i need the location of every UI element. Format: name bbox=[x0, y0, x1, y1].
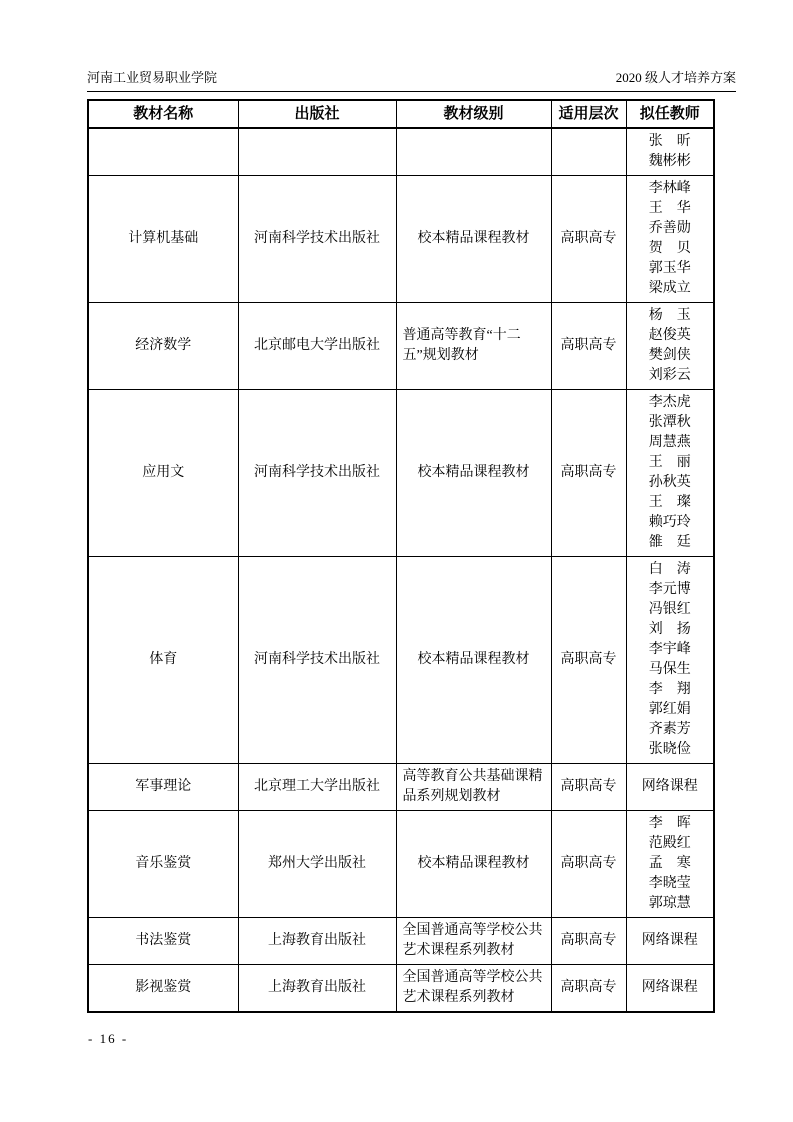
cell-level: 高等教育公共基础课精品系列规划教材 bbox=[396, 764, 551, 811]
teacher-name: 冯银红 bbox=[648, 602, 691, 617]
teacher-name: 郭红娟 bbox=[648, 702, 691, 717]
cell-level: 校本精品课程教材 bbox=[396, 557, 551, 764]
cell-publisher: 河南科学技术出版社 bbox=[238, 176, 396, 303]
teacher-name: 网络课程 bbox=[641, 779, 698, 794]
page-footer bbox=[88, 1031, 128, 1047]
teacher-name: 张 昕 bbox=[648, 134, 691, 149]
cell-tier: 高职高专 bbox=[551, 176, 626, 303]
cell-teachers bbox=[626, 390, 714, 557]
cell-level bbox=[396, 128, 551, 176]
cell-textbook-name: 计算机基础 bbox=[88, 176, 238, 303]
header-plan-title: 2020 级人才培养方案 bbox=[615, 70, 736, 85]
textbook-table bbox=[87, 99, 715, 1013]
column-header: 适用层次 bbox=[551, 100, 626, 128]
teacher-name: 郭玉华 bbox=[648, 261, 691, 276]
cell-level: 全国普通高等学校公共艺术课程系列教材 bbox=[396, 965, 551, 1013]
cell-textbook-name bbox=[88, 128, 238, 176]
teacher-name: 杨 玉 bbox=[648, 308, 691, 323]
cell-tier: 高职高专 bbox=[551, 965, 626, 1013]
cell-tier: 高职高专 bbox=[551, 303, 626, 390]
page-header bbox=[87, 70, 736, 92]
teacher-name: 范殿红 bbox=[648, 836, 691, 851]
teacher-name: 李晓莹 bbox=[648, 876, 691, 891]
teacher-name: 刘 扬 bbox=[648, 622, 691, 637]
table-row bbox=[88, 918, 714, 965]
table-row bbox=[88, 557, 714, 764]
cell-level: 校本精品课程教材 bbox=[396, 811, 551, 918]
cell-publisher: 河南科学技术出版社 bbox=[238, 557, 396, 764]
teacher-name: 梁成立 bbox=[648, 281, 691, 296]
cell-textbook-name: 军事理论 bbox=[88, 764, 238, 811]
cell-teachers bbox=[626, 176, 714, 303]
teacher-name: 乔善勋 bbox=[648, 221, 691, 236]
cell-publisher: 北京理工大学出版社 bbox=[238, 764, 396, 811]
cell-textbook-name: 应用文 bbox=[88, 390, 238, 557]
cell-publisher: 郑州大学出版社 bbox=[238, 811, 396, 918]
header-school-name: 河南工业贸易职业学院 bbox=[87, 70, 218, 85]
teacher-name: 白 涛 bbox=[648, 562, 691, 577]
table-row bbox=[88, 303, 714, 390]
teacher-name: 赖巧玲 bbox=[648, 515, 691, 530]
teacher-name: 李林峰 bbox=[648, 181, 691, 196]
cell-textbook-name: 经济数学 bbox=[88, 303, 238, 390]
cell-teachers bbox=[626, 764, 714, 811]
cell-publisher: 上海教育出版社 bbox=[238, 965, 396, 1013]
teacher-name: 张潭秋 bbox=[648, 415, 691, 430]
teacher-name: 李元博 bbox=[648, 582, 691, 597]
teacher-name: 赵俊英 bbox=[648, 328, 691, 343]
teacher-name: 魏彬彬 bbox=[648, 154, 691, 169]
teacher-name: 李杰虎 bbox=[648, 395, 691, 410]
cell-textbook-name: 书法鉴赏 bbox=[88, 918, 238, 965]
cell-publisher bbox=[238, 128, 396, 176]
table-row bbox=[88, 176, 714, 303]
teacher-name: 樊剑侠 bbox=[648, 348, 691, 363]
cell-level: 校本精品课程教材 bbox=[396, 390, 551, 557]
teacher-name: 刘彩云 bbox=[648, 368, 691, 383]
cell-tier: 高职高专 bbox=[551, 557, 626, 764]
cell-teachers bbox=[626, 965, 714, 1013]
cell-tier: 高职高专 bbox=[551, 764, 626, 811]
teacher-name: 王 璨 bbox=[648, 495, 691, 510]
cell-teachers bbox=[626, 811, 714, 918]
teacher-name: 孙秋英 bbox=[648, 475, 691, 490]
cell-tier: 高职高专 bbox=[551, 811, 626, 918]
cell-teachers bbox=[626, 557, 714, 764]
table-row bbox=[88, 390, 714, 557]
teacher-name: 李 翔 bbox=[648, 682, 691, 697]
cell-publisher: 河南科学技术出版社 bbox=[238, 390, 396, 557]
column-header: 出版社 bbox=[238, 100, 396, 128]
table-row bbox=[88, 764, 714, 811]
cell-level: 全国普通高等学校公共艺术课程系列教材 bbox=[396, 918, 551, 965]
cell-tier: 高职高专 bbox=[551, 390, 626, 557]
table-row bbox=[88, 965, 714, 1013]
column-header: 教材名称 bbox=[88, 100, 238, 128]
table-row bbox=[88, 128, 714, 176]
teacher-name: 李 晖 bbox=[648, 816, 691, 831]
page-number: - 16 - bbox=[88, 1031, 129, 1046]
table-row bbox=[88, 811, 714, 918]
cell-publisher: 北京邮电大学出版社 bbox=[238, 303, 396, 390]
teacher-name: 马保生 bbox=[648, 662, 691, 677]
teacher-name: 齐素芳 bbox=[648, 722, 691, 737]
teacher-name: 周慧燕 bbox=[648, 435, 691, 450]
teacher-name: 王 华 bbox=[648, 201, 691, 216]
column-header: 教材级别 bbox=[396, 100, 551, 128]
teacher-name: 王 丽 bbox=[648, 455, 691, 470]
cell-tier: 高职高专 bbox=[551, 918, 626, 965]
table-header-row bbox=[88, 100, 714, 128]
cell-tier bbox=[551, 128, 626, 176]
cell-publisher: 上海教育出版社 bbox=[238, 918, 396, 965]
cell-teachers bbox=[626, 128, 714, 176]
cell-teachers bbox=[626, 918, 714, 965]
cell-level: 校本精品课程教材 bbox=[396, 176, 551, 303]
teacher-name: 贺 贝 bbox=[648, 241, 691, 256]
cell-textbook-name: 影视鉴赏 bbox=[88, 965, 238, 1013]
teacher-name: 网络课程 bbox=[641, 980, 698, 995]
teacher-name: 雒 廷 bbox=[648, 535, 691, 550]
teacher-name: 李宇峰 bbox=[648, 642, 691, 657]
teacher-name: 郭琼慧 bbox=[648, 896, 691, 911]
cell-level: 普通高等教育“十二五”规划教材 bbox=[396, 303, 551, 390]
column-header: 拟任教师 bbox=[626, 100, 714, 128]
cell-textbook-name: 音乐鉴赏 bbox=[88, 811, 238, 918]
cell-textbook-name: 体育 bbox=[88, 557, 238, 764]
cell-teachers bbox=[626, 303, 714, 390]
teacher-name: 网络课程 bbox=[641, 933, 698, 948]
teacher-name: 张晓俭 bbox=[648, 742, 691, 757]
teacher-name: 孟 寒 bbox=[648, 856, 691, 871]
